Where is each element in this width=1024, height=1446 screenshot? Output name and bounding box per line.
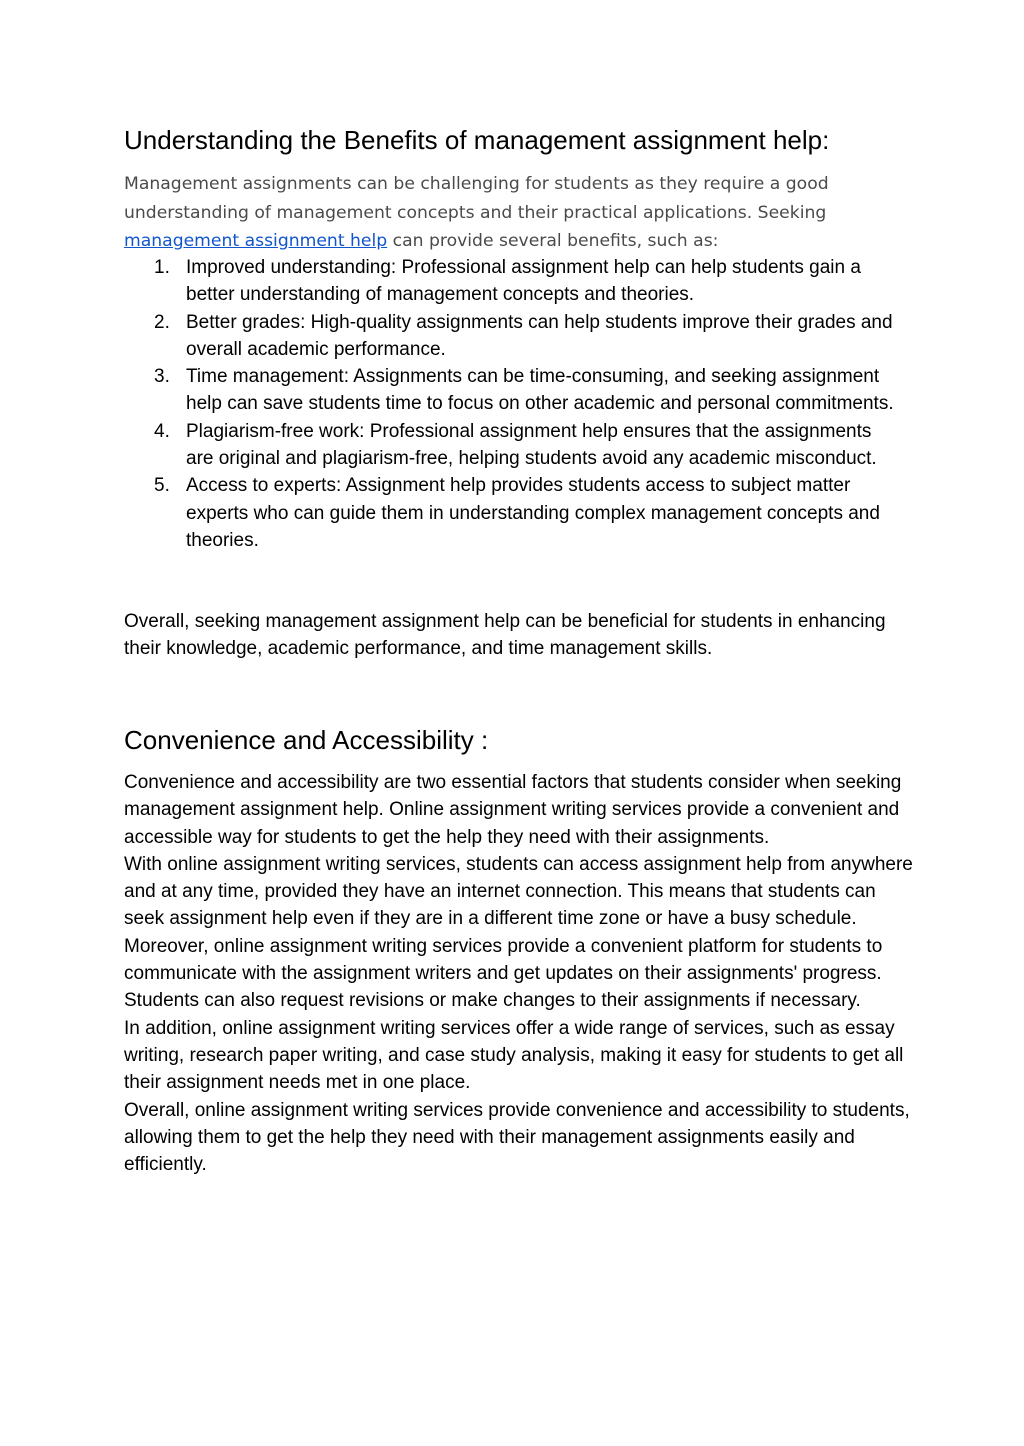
intro-text-after-link: can provide several benefits, such as:	[387, 231, 719, 251]
list-item-number: 5.	[154, 475, 170, 497]
section-heading-benefits: Understanding the Benefits of management assignment help:	[124, 125, 830, 155]
convenience-paragraph: Overall, online assignment writing services provide convenience and accessibility to students, allowing them to get the help they need with their management assignments easily and efficiently.	[124, 1099, 910, 1176]
list-item	[124, 363, 894, 418]
list-item-number: 4.	[154, 420, 170, 442]
section-heading-convenience: Convenience and Accessibility :	[124, 725, 489, 755]
benefits-list	[124, 254, 894, 554]
convenience-paragraph: Moreover, online assignment writing services provide a convenient platform for students to communicate with the assignment writers and get updates on their assignments' progress. Students can also request revisions or make changes to their assignments if necessary.	[124, 935, 883, 1012]
intro-text-before-link: Management assignments can be challenging for students as they require a good understanding of management concepts and their practical applications. Seeking	[124, 174, 829, 223]
intro-paragraph	[124, 170, 884, 256]
convenience-paragraph: Convenience and accessibility are two essential factors that students consider when seeking management assignment help. Online assignment writing services provide a convenient and accessible way for students to get the help they need with their assignments.	[124, 772, 902, 848]
list-item-number: 3.	[154, 366, 170, 388]
benefits-summary-paragraph: Overall, seeking management assignment help can be beneficial for students in enhancing their knowledge, academic performance, and time management skills.	[124, 611, 886, 660]
list-item	[124, 254, 894, 309]
list-item	[124, 309, 894, 364]
list-item	[124, 472, 894, 554]
convenience-body	[124, 769, 914, 1178]
management-assignment-help-link[interactable]: management assignment help	[124, 231, 388, 251]
list-item-text: Plagiarism-free work: Professional assignment help ensures that the assignments are original and plagiarism-free, helping students avoid any academic misconduct.	[186, 420, 877, 470]
list-item-text: Better grades: High-quality assignments can help students improve their grades and overall academic performance.	[186, 311, 893, 360]
convenience-paragraph: With online assignment writing services, students can access assignment help from anywhere and at any time, provided they have an internet connection. This means that students can seek assignment help even if they are in a different time zone or have a busy schedule.	[124, 853, 913, 930]
list-item	[124, 418, 894, 473]
list-item-text: Time management: Assignments can be time-consuming, and seeking assignment help can save students time to focus on other academic and personal commitments.	[186, 366, 894, 415]
list-item-number: 1.	[154, 257, 170, 278]
convenience-paragraph: In addition, online assignment writing services offer a wide range of services, such as essay writing, research paper writing, and case study analysis, making it easy for students to get all their assignment needs met in one place.	[124, 1017, 904, 1094]
list-item-text: Access to experts: Assignment help provides students access to subject matter experts who can guide them in understanding complex management concepts and theories.	[186, 475, 880, 551]
list-item-text: Improved understanding: Professional assignment help can help students gain a better understanding of management concepts and theories.	[186, 257, 861, 306]
list-item-number: 2.	[154, 311, 170, 333]
